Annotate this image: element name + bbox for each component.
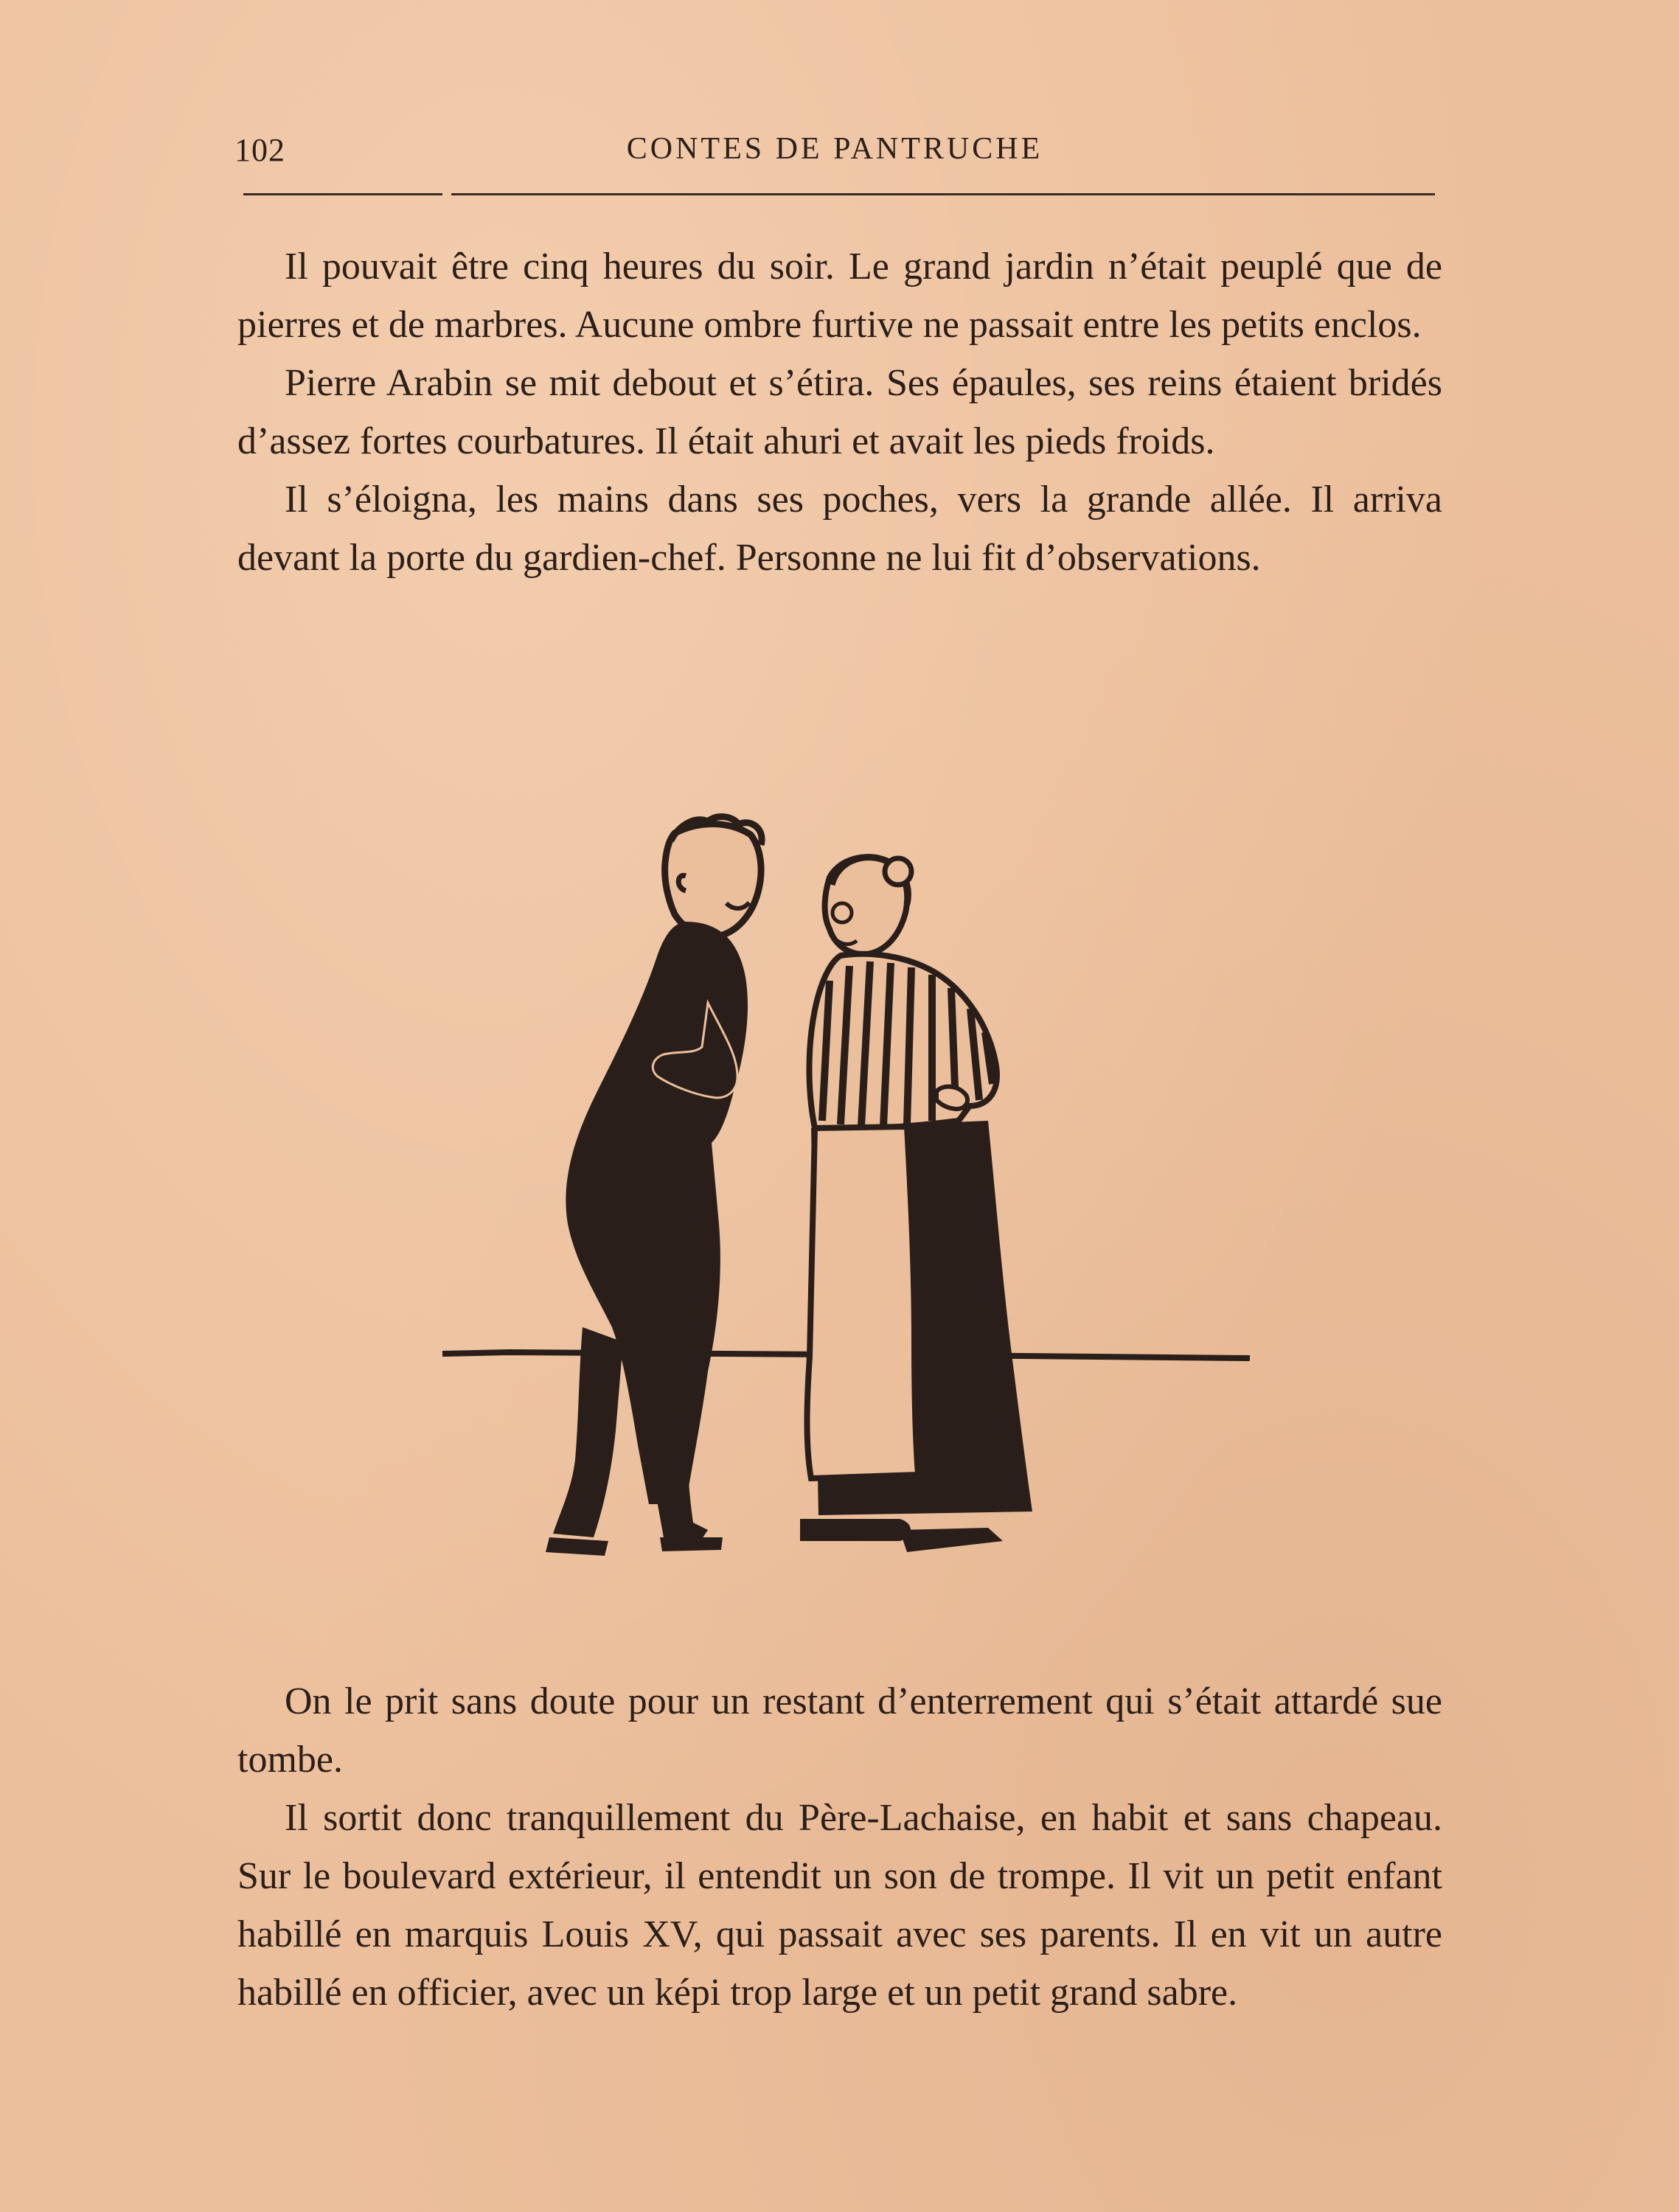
woman-apron <box>807 1127 919 1478</box>
man-figure <box>546 817 762 1556</box>
paragraph: Pierre Arabin se mit debout et s’étira. Ses épaules, ses reins étaient bridés d’assez fortes courbatures. Il était ahuri et avait les pieds froids. <box>237 362 1442 462</box>
man-foot-right <box>660 1537 723 1551</box>
paragraph: On le prit sans doute pour un restant d’enterrement qui s’était attardé sue tombe. <box>237 1680 1442 1781</box>
page-number: 102 <box>234 132 285 168</box>
paragraph: Il s’éloigna, les mains dans ses poches, vers la grande allée. Il arriva devant la porte du gardien-chef. Personne ne lui fit d’observations. <box>237 479 1442 579</box>
text-block-bottom <box>237 1672 1442 2022</box>
page-header <box>234 131 1435 175</box>
man-foot <box>546 1537 608 1556</box>
paragraph: Il pouvait être cinq heures du soir. Le grand jardin n’était peuplé que de pierres et de marbres. Aucune ombre furtive ne passait entre les petits enclos. <box>237 246 1442 346</box>
woman-hand <box>936 1087 967 1109</box>
man-leg-left <box>553 1327 623 1537</box>
paragraph: Il sortit donc tranquillement du Père-Lachaise, en habit et sans chapeau. Sur le boulevard extérieur, il entendit un son de trompe. Il vit un petit enfant habillé en marquis Louis XV, qui passait avec ses parents. Il en vit un autre habillé en officier, avec un képi trop large et un petit grand sabre. <box>237 1797 1442 2014</box>
woman-foot-right <box>900 1528 1003 1552</box>
woman-figure <box>800 857 1032 1552</box>
header-rule-short <box>243 193 442 195</box>
illustration <box>428 811 1268 1593</box>
running-title: CONTES DE PANTRUCHE <box>626 132 1043 166</box>
woman-foot <box>800 1519 911 1541</box>
woman-bun <box>885 858 911 885</box>
text-block-top <box>237 237 1442 587</box>
header-rule-long <box>451 193 1435 195</box>
